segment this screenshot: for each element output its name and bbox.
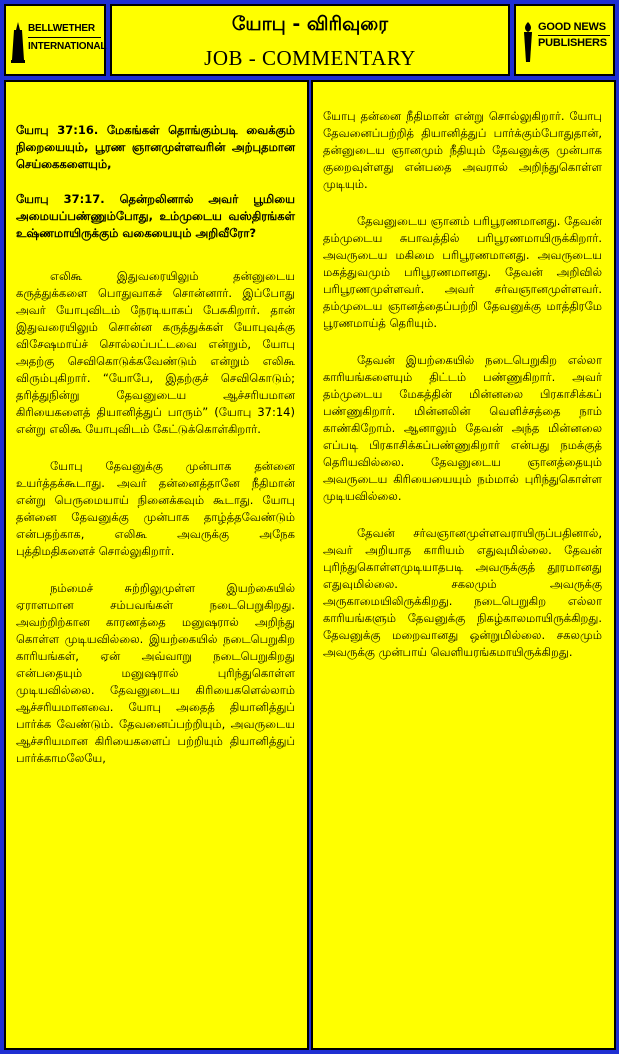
logo-right-line1: GOOD NEWS	[538, 20, 610, 36]
commentary-paragraph: தேவனுடைய ஞானம் பரிபூரணமானது. தேவன் தம்முடைய சுபாவத்தில் பரிபூரணமாயிருக்கிறார். அவருடைய மகிமை பரிபூரணமானது. அவருடைய மகத்துவமும் பரிபூரணமானது. தேவன் அறிவில் பரிபூரணமுள்ளவர். அவர் சர்வஞானமுள்ளவர். தம்முடைய ஞானத்தைப்பற்றி தேவனுக்கு மாத்திரமே பூரணமாய்த் தெரியும்.	[323, 214, 602, 330]
commentary-paragraph: நம்மைச் சுற்றிலுமுள்ள இயற்கையில் ஏராளமான சம்பவங்கள் நடைபெறுகிறது. அவற்றிற்கான காரணத்தை மனுஷரால் அறிந்து கொள்ள முடியவில்லை. இயற்கையில் நடைபெறுகிற காரியங்கள், ஏன் அவ்வாறு நடைபெறுகிறது என்பதையும் மனுஷரால் புரிந்துகொள்ள முடியவில்லை. தேவனுடைய கிரியைகளெல்லாம் ஆச்சரியமானவை. யோபு அதைத் தியானித்துப் பார்க்க வேண்டும். தேவனைப்பற்றியும், அவருடைய ஆச்சரியமான கிரியைகளைப் பற்றியும் தியானித்துப் பார்க்காமலேயே,	[16, 581, 295, 765]
commentary-paragraph: யோபு தன்னை நீதிமான் என்று சொல்லுகிறார். யோபு தேவனைப்பற்றித் தியானித்துப் பார்க்கும்போதுதான், தன்னுடைய ஞானமும் நீதியும் தேவனுக்கு முன்பாக குறைவுள்ளது என்பதை அவரால் அறிந்துகொள்ள முடியும்.	[323, 109, 602, 191]
logo-right-line2: PUBLISHERS	[538, 37, 607, 49]
title-english: JOB - COMMENTARY	[204, 46, 416, 70]
header	[0, 0, 619, 80]
commentary-paragraph: தேவன் இயற்கையில் நடைபெறுகிற எல்லா காரியங்களையும் திட்டம் பண்ணுகிறார். அவர் தம்முடைய மேகத்தின் மின்னலை பிரகாசிக்கப் பண்ணுகிறார். மின்னலின் வெளிச்சத்தை நாம் காண்கிறோம். ஆனாலும் தேவன் அந்த மின்னலை எப்படி பிரகாசிக்கப்பண்ணுகிறார் என்பது நமக்குத் தெரியவில்லை. தேவனுடைய ஞானத்தையும் அவருடைய கிரியையையும் நம்மால் புரிந்துகொள்ள முடியவில்லை.	[323, 353, 602, 503]
left-column	[4, 80, 309, 1050]
good-news-logo	[514, 4, 615, 76]
bell-icon	[10, 20, 26, 64]
torch-icon	[520, 20, 536, 64]
bellwether-logo	[4, 4, 106, 76]
commentary-paragraph: தேவன் சர்வஞானமுள்ளவராயிருப்பதினால், அவர் அறியாத காரியம் எதுவுமில்லை. தேவன் புரிந்துகொள்ளமுடியாதபடி அவருக்குத் தூரமானது எதுவுமில்லை. சகலமும் அவருக்கு அருகாமையிலிருக்கிறது. நடைபெறுகிற எல்லா காரியங்களும் தேவனுக்கு நிகழ்காலமாயிருக்கிறது. தேவனுக்கு மறைவானது ஒன்றுமில்லை. சகலமும் அவருக்கு முன்பாய் வெளியரங்கமாயிருக்கிறது.	[323, 526, 602, 659]
right-column	[311, 80, 616, 1050]
title-tamil: யோபு - விரிவுரை	[231, 13, 389, 35]
verse-37-17: யோபு 37:17. தென்றலினால் அவர் பூமியை அமையப்பண்ணும்போது, உம்முடைய வஸ்திரங்கள் உஷ்ணமாயிருக்கும் வகையையும் அறிவீரோ?	[16, 192, 295, 240]
verse-37-16: யோபு 37:16. மேகங்கள் தொங்கும்படி வைக்கும் நிறையையும், பூரண ஞானமுள்ளவரின் அற்புதமான செய்கைகளையும்,	[16, 123, 295, 171]
title-box	[110, 4, 510, 76]
logo-left-line1: BELLWETHER	[28, 20, 101, 38]
logo-left-line2: INTERNATIONAL	[28, 41, 107, 52]
commentary-paragraph: எலிகூ இதுவரையிலும் தன்னுடைய கருத்துக்களை பொதுவாகச் சொன்னார். இப்போது அவர் யோபுவிடம் நேரடியாகப் பேசுகிறார். தான் இதுவரையிலும் சொன்ன கருத்துக்கள் யோபுவுக்கு விசேஷமாய்ச் சொல்லப்பட்டவை என்றும், யோபு அதற்கு செவிகொடுக்கவேண்டும் என்றும் எலிகூ விரும்புகிறார். “யோபே, இதற்குச் செவிகொடும்; தரித்துநின்று தேவனுடைய ஆச்சரியமான கிரியைகளைத் தியானித்துப் பாரும்” (யோபு 37:14) என்று எலிகூ யோபுவிடம் கேட்டுக்கொள்கிறார்.	[16, 269, 295, 436]
commentary-paragraph: யோபு தேவனுக்கு முன்பாக தன்னை உயர்த்தக்கூடாது. அவர் தன்னைத்தானே நீதிமான் என்று பெருமையாய் நினைக்கவும் கூடாது. யோபு தன்னை தேவனுக்கு முன்பாக தாழ்த்தவேண்டும் என்பதற்காக, எலிகூ அவருக்கு அநேக புத்திமதிகளைச் சொல்லுகிறார்.	[16, 459, 295, 558]
